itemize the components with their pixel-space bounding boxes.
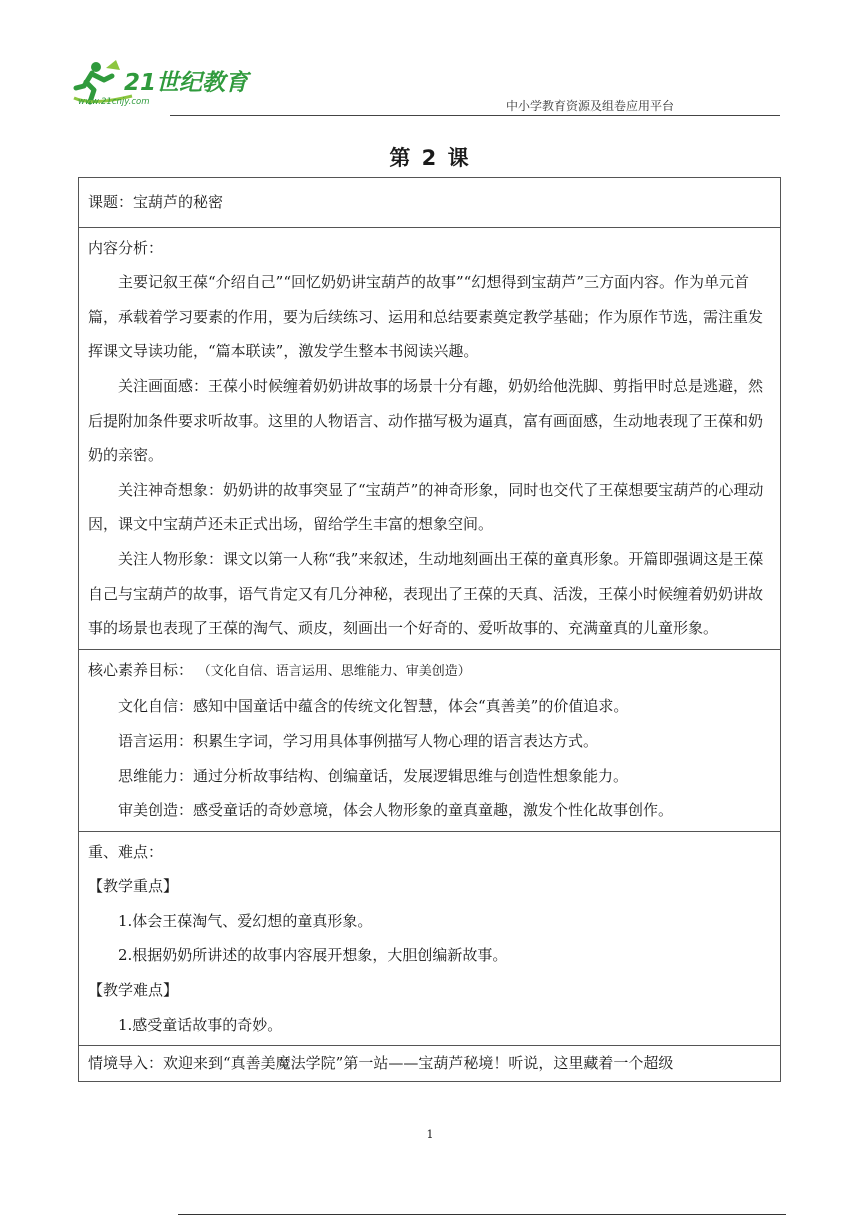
content-analysis-row [79, 227, 781, 649]
site-logo [72, 58, 272, 108]
page-number: 1 [426, 1128, 434, 1141]
teaching-focus-label: 【教学重点】 [88, 877, 179, 896]
core-literacy-row [79, 649, 781, 831]
core-literacy-heading: 核心素养目标： [88, 660, 194, 679]
analysis-paragraph: 关注画面感：王葆小时候缠着奶奶讲故事的场景十分有趣，奶奶给他洗脚、剪指甲时总是逃避，然后提附加条件要求听故事。这里的人物语言、动作描写极为逼真，富有画面感，生动地表现了王葆和奶奶的亲密。 [88, 376, 764, 465]
teaching-focus-item: 2.根据奶奶所讲述的故事内容展开想象，大胆创编新故事。 [118, 946, 508, 965]
content-analysis-cell [79, 227, 781, 649]
topic-cell [79, 178, 781, 228]
teaching-difficulty-label: 【教学难点】 [88, 981, 179, 1000]
page-title: 第 2 课 [389, 146, 471, 170]
platform-name: 中小学教育资源及组卷应用平台 [505, 99, 674, 113]
header-divider [170, 115, 780, 116]
literacy-goal: 审美创造：感受童话的奇妙意境，体会人物形象的童真童趣，激发个性化故事创作。 [118, 801, 674, 820]
content-analysis-heading: 内容分析： [88, 238, 164, 257]
analysis-paragraph: 主要记叙王葆“介绍自己”“回忆奶奶讲宝葫芦的故事”“幻想得到宝葫芦”三方面内容。作为单元首篇，承载着学习要素的作用，要为后续练习、运用和总结要素奠定教学基础；作为原作节选，需注重发挥课文导读功能，“篇本联读”，激发学生整本书阅读兴趣。 [88, 273, 764, 361]
key-points-heading: 重、难点： [88, 842, 164, 861]
lesson-topic: 课题：宝葫芦的秘密 [88, 193, 224, 211]
situation-intro-cell [79, 1046, 781, 1082]
logo-url: www.21cnjy.com [78, 97, 150, 107]
literacy-goal: 思维能力：通过分析故事结构、创编童话，发展逻辑思维与创造性想象能力。 [118, 766, 629, 785]
analysis-paragraph: 关注神奇想象：奶奶讲的故事突显了“宝葫芦”的神奇形象，同时也交代了王葆想要宝葫芦的心理动因，课文中宝葫芦还未正式出场，留给学生丰富的想象空间。 [88, 480, 764, 534]
situation-intro: 情境导入：欢迎来到“真善美魔法学院”第一站——宝葫芦秘境！听说，这里藏着一个超级 [88, 1054, 674, 1073]
core-literacy-note: （文化自信、语言运用、思维能力、审美创造） [197, 663, 471, 679]
key-points-cell [79, 831, 781, 1046]
literacy-goal: 语言运用：积累生字词，学习用具体事例描写人物心理的语言表达方式。 [118, 731, 599, 750]
analysis-paragraph: 关注人物形象：课文以第一人称“我”来叙述，生动地刻画出王葆的童真形象。开篇即强调这是王葆自己与宝葫芦的故事，语气肯定又有几分神秘，表现出了王葆的天真、活泼，王葆小时候缠着奶奶讲故事的场景也表现了王葆的淘气、顽皮，刻画出一个好奇的、爱听故事的、充满童真的儿童形象。 [88, 549, 764, 638]
key-points-row [79, 831, 781, 1046]
core-literacy-cell [79, 649, 781, 831]
literacy-goal: 文化自信：感知中国童话中蕴含的传统文化智慧，体会“真善美”的价值追求。 [118, 697, 629, 716]
situation-intro-row [79, 1046, 781, 1082]
lesson-plan-table [78, 177, 781, 1082]
logo-text: 21世纪教育 [124, 70, 249, 96]
core-literacy-heading-line [88, 653, 772, 690]
teaching-difficulty-item: 1.感受童话故事的奇妙。 [118, 1015, 283, 1034]
footer-divider [178, 1214, 786, 1215]
topic-row [79, 178, 781, 228]
teaching-focus-item: 1.体会王葆淘气、爱幻想的童真形象。 [118, 911, 373, 930]
